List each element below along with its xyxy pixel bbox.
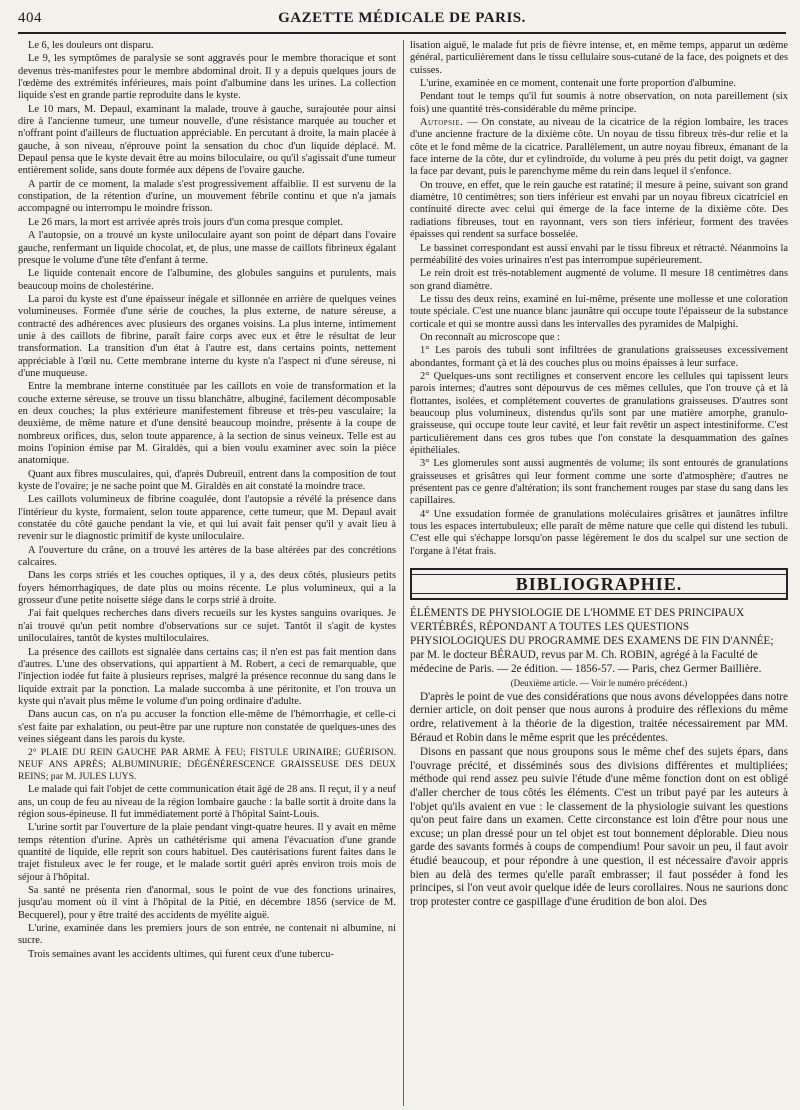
column-divider [403,40,404,1106]
paragraph: A l'ouverture du crâne, on a trouvé les artères de la base altérées par des concrétions calcaires. [18,544,396,569]
paragraph: 4° Une exsudation formée de granulations moléculaires grisâtres et jaunâtres infiltre tous les espaces intertubuleux; elle paraît de même nature que celle qui distend les tubuli. C'est elle qui s'échappe lorsqu'on passe légèrement le dos du scalpel sur une section de l'organe à l'état frais. [410,508,788,557]
paragraph: L'urine sortit par l'ouverture de la plaie pendant vingt-quatre heures. Il y avait en même temps rétention d'urine. Après un cathétérisme qui amena l'évacuation d'une grande quantité de liquide, elle reprit son cours habituel. Des cautérisations furent faites dans le trajet fistuleux avec le fer rouge, et le malade sortit guéri après environ trois mois de séjour à l'hôpital. [18,822,396,883]
paragraph: A partir de ce moment, la malade s'est progressivement affaiblie. Il est survenu de la constipation, de la rétention d'urine, un mouvement fébrile continu et que n'a jamais accompagné ou interrompu le moindre frisson. [18,178,396,215]
paragraph: J'ai fait quelques recherches dans divers recueils sur les kystes sanguins ovariques. Je n'ai trouvé qu'un petit nombre d'observations sur ce sujet. Tantôt il s'agit de kystes uniloculaires, tantôt de kystes multiloculaires. [18,608,396,645]
paragraph: Le 26 mars, la mort est arrivée après trois jours d'un coma presque complet. [28,216,343,228]
paragraph: On trouve, en effet, que le rein gauche est ratatiné; il mesure à peine, suivant son grand diamètre, 10 centimètres; son tiers inférieur est envahi par un noyau fibreux cicatriciel en continuité directe avec celui qui émerge de la face interne de la dixième côte. Des radiations fibreuses, tout en rayonnant, vers son tiers inférieur, forment des travées épaisses qui rendent sa surface bosselée. [410,179,788,241]
paragraph: Quant aux fibres musculaires, qui, d'après Dubreuil, entrent dans la composition de tout kyste de l'ovaire; je ne sache point que M. Giraldès en ait constaté la moindre trace. [18,468,396,493]
paragraph: L'urine, examinée dans les premiers jours de son entrée, ne contenait ni albumine, ni sucre. [18,923,396,947]
paragraph: 3° Les glomerules sont aussi augmentés de volume; ils sont entourés de granulations graisseuses et grisâtres qui leur forment comme une sorte d'atmosphère; d'autres ne présentent pas ce genre d'altération; ils sont franchement rouges par stase du sang dans les capillaires. [410,458,788,507]
bibliographie-heading: BIBLIOGRAPHIE. [412,574,786,594]
paragraph: D'après le point de vue des considérations que nous avons développées dans notre dernier article, on doit penser que nous aurons à produire des réflexions du même ordre, relativement à la théorie de la digestion, traitée nécessairement par MM. Béraud et Robin dans le même esprit que les précédentes. [410,690,788,744]
paragraph: La présence des caillots est signalée dans certains cas; il n'en est pas fait mention dans d'autres. L'une des observations, qui appartient à M. Robert, a ceci de remarquable, que l'injection iodée fut faite à plusieurs reprises, malgré la présence reconnue du sang dans le liquide extrait par la ponction. La malade succomba à une péritonite, et l'on trouva un kyste qui n'avait plus même le volume d'un poing ordinaire d'adulte. [18,646,396,707]
paragraph: Le rein droit est très-notablement augmenté de volume. Il mesure 18 centimètres dans son grand diamètre. [410,268,788,292]
page-number: 404 [18,10,42,26]
paragraph: Les caillots volumineux de fibrine coagulée, dont l'autopsie a révélé la présence dans l'intérieur du kyste, formaient, selon toute apparence, cette tumeur, que M. Depaul avait constatée du côté gauche pendant la vie, et qui lui avait fait penser qu'il y avait lieu à revenir sur le diagnostic primitif de kyste uniloculaire. [18,494,396,543]
paragraph: On reconnaît au microscope que : [420,331,560,343]
right-column [410,40,788,1106]
paragraph: Le liquide contenait encore de l'albumine, des globules sanguins et purulents, mais beaucoup moins de cholestérine. [18,268,396,292]
paragraph: Dans aucun cas, on n'a pu accuser la fonction elle-même de l'hémorrhagie, et celle-ci s'est faite par exhalation, ou peut-être par une rupture non constatée de quelques-unes des veines siégeant dans les parois du kyste. [18,709,396,745]
paragraph: Le bassinet correspondant est aussi envahi par le tissu fibreux et rétracté. Néanmoins la perméabilité des voies urinaires n'est pas interrompue supérieurement. [410,242,788,266]
paragraph-text: — On constate, au niveau de la cicatrice de la région lombaire, les traces d'une ancienne fracture de la dixième côte. Un noyau de tissu fibreux très-dur relie et la côte et le fond même de la cicatrice. Parallèlement, un autre noyau fibreux, émanant de la face interne de la côte, dur et cylindroïde, du volume à peu près du petit doigt, va gagner la face par devant, puis le parenchyme même du rein dans lequel il s'enfonce. [410,117,788,178]
section-heading: 2° PLAIE DU REIN GAUCHE PAR ARME À FEU; FISTULE URINAIRE; GUÉRISON. NEUF ANS APRÈS; ALBUMINURIE; DÉGÉNÉRESCENCE GRAISSEUSE DES DEUX REINS; par M. JULES LUYS. [18,747,396,783]
left-column [18,40,396,1106]
paragraph: La paroi du kyste est d'une épaisseur inégale et sillonnée en arrière de quelques veines volumineuses. Formée d'une série de couches, la plus externe, de nature séreuse, a contracté des adhérences avec plusieurs des organes voisins. La plus interne, intimement unie à des caillots de fibrine, paraît faire corps avec eux et être le résultat de leur transformation. La transition d'un état à l'autre est, dans certains points, nettement appréciable à l'œil nu. Cette membrane interne du kyste n'a l'aspect ni d'une séreuse, ni d'une muqueuse. [18,293,396,379]
paragraph: Trois semaines avant les accidents ultimes, qui furent ceux d'une tubercu- [28,948,334,960]
paragraph: Pendant tout le temps qu'il fut soumis à notre observation, on nota pareillement (six fois) une quantité très-considérable du même principe. [410,91,788,115]
paragraph: Le 9, les symptômes de paralysie se sont aggravés pour le membre thoracique et sont devenus très-manifestes pour le membre abdominal droit. Il y a depuis quelques jours de l'œdème des extrémités inférieures, mais point d'albumine dans les urines. La collection liquide s'est en grande partie reproduite dans le kyste. [18,53,396,102]
paragraph: Le tissu des deux reins, examiné en lui-même, présente une mollesse et une coloration toute spéciale. C'est une nuance blanc jaunâtre qui occupe toute l'épaisseur de la substance corticale et qui se montre aussi dans les intervalles des pyramides de Malpighi. [410,293,788,330]
paragraph: Disons en passant que nous groupons sous le même chef des sujets épars, dans l'ouvrage précité, et disséminés sous des divisions différentes et multipliées; méthode qui rend assez peu suivie l'étude d'une même fonction dont on est obligé d'aller chercher de tous côtés les éléments. C'est un tribut payé par les auteurs à l'objet qu'ils avaient en vue : le classement de la physiologie suivant les questions qu'on peut faire dans un examen. Cette circonstance est loin d'être pour nous une excuse; un plan dressé pour un tel objet est tout bonnement déplorable. Dieu nous garde des savants formés à coups de compendium! Pour savoir un peu, il faut avoir étudié beaucoup, et pour répondre à une question, il est nécessaire d'avoir appris bien au delà des termes qu'elle paraît embrasser; il faut posséder à fond les principes, si l'on veut avoir quelque idée de leurs corollaires. Nous ne saurions donc trop protester contre ce gaspillage d'une érudition de bon aloi. Des [410,746,788,908]
autopsie-label: Autopsie. [420,117,464,129]
paragraph: A l'autopsie, on a trouvé un kyste uniloculaire ayant son point de départ dans l'ovaire gauche, renfermant un liquide chocolat, et, de plus, une masse de caillots fibrineux égalant presque le volume d'une tête d'enfant à terme. [18,230,396,266]
journal-title: GAZETTE MÉDICALE DE PARIS. [278,10,526,26]
book-reference: ÉLÉMENTS DE PHYSIOLOGIE DE L'HOMME ET DES PRINCIPAUX VERTÉBRÉS, RÉPONDANT A TOUTES LES QUESTIONS PHYSIOLOGIQUES DU PROGRAMME DES EXAMENS DE FIN D'ANNÉE; par M. le docteur BÉRAUD, revus par M. Ch. ROBIN, agrégé à la Faculté de médecine de Paris. — 2e édition. — 1856-57. — Paris, chez Germer Baillière. [410,607,774,676]
paragraph: Le 10 mars, M. Depaul, examinant la malade, trouve à gauche, surajoutée pour ainsi dire à l'ancienne tumeur, une tumeur nouvelle, d'une résistance marquée au toucher et n'offrant point d'ailleurs de fluctuation appréciable. En percutant à droite, la main placée à gauche, à son niveau, n'éprouve point la sensation du choc d'un liquide déplacé. M. Depaul pensa que le kyste devait être au moins biloculaire, ou qu'il s'agissait d'une tumeur entièrement solide, sans doute formée aux dépens de l'ovaire gauche. [18,103,396,177]
paragraph: Dans les corps striés et les couches optiques, il y a, des deux côtés, plusieurs petits foyers hémorrhagiques, de date plus ou moins récente. Le plus volumineux, qui a la grosseur d'une petite noisette siége dans le corps strié à droite. [18,570,396,607]
paragraph: L'urine, examinée en ce moment, contenait une forte proportion d'albumine. [420,78,736,90]
paragraph: 2° Quelques-uns sont rectilignes et conservent encore les cellules qui tapissent leurs parois internes; d'autres sont dépourvus de ces mêmes cellules, que l'on trouve çà et là flottantes, isolées, et complétement couvertes de granulations graisseuses. D'autres sont beaucoup plus volumineux, distendus qu'ils sont par une matière amorphe, granulo-graisseuse, qui occupe toute leur cavité, et leur fait revêtir un aspect intestiniforme. C'est particulièrement dans ces gros tubes que l'on constate la desquammation des gaînes épithéliales. [410,370,788,456]
paragraph: Sa santé ne présenta rien d'anormal, sous le point de vue des fonctions urinaires, jusqu'au moment où il vint à l'hôpital de la Pitié, en décembre 1856 (service de M. Becquerel), pour y être traité des accidents de myélite aiguë. [18,885,396,921]
article-note: (Deuxième article. — Voir le numéro précédent.) [510,678,688,689]
review-body [410,691,788,910]
paragraph: Entre la membrane interne constituée par les caillots en voie de transformation et la couche externe séreuse, se trouve un tissu blanchâtre, albuginé, facilement décomposable en deux couches; la plus extérieure manifestement fibreuse et très-peu vasculaire; la deuxième, de même nature et d'une densité beaucoup moindre, présente à la coupe de nombreux orifices, dus, selon toute apparence, à la section de sinus veineux. Telle est au moins l'opinion émise par M. Giraldès, qui a bien voulu examiner avec soin la pièce anatomique. [18,381,396,467]
paragraph-autopsie [410,117,788,179]
paragraph: 1° Les parois des tubuli sont infiltrées de granulations graisseuses excessivement abondantes, formant çà et là des couches plus ou moins épaisses à leur surface. [410,345,788,369]
paragraph: lisation aiguë, le malade fut pris de fièvre intense, et, en même temps, apparut un œdème général, particulièrement dans le tissu cellulaire sous-cutané de la face, des poignets et des cuisses. [410,40,788,76]
paragraph: Le malade qui fait l'objet de cette communication était âgé de 28 ans. Il reçut, il y a neuf ans, un coup de feu au niveau de la région lombaire gauche : la balle sortit à droite dans la région sous-épineuse. Il fut immédiatement porté à l'hôpital Saint-Louis. [18,784,396,820]
bibliographie-heading-box [410,568,788,600]
paragraph: Le 6, les douleurs ont disparu. [28,40,154,51]
page-header [18,6,786,34]
